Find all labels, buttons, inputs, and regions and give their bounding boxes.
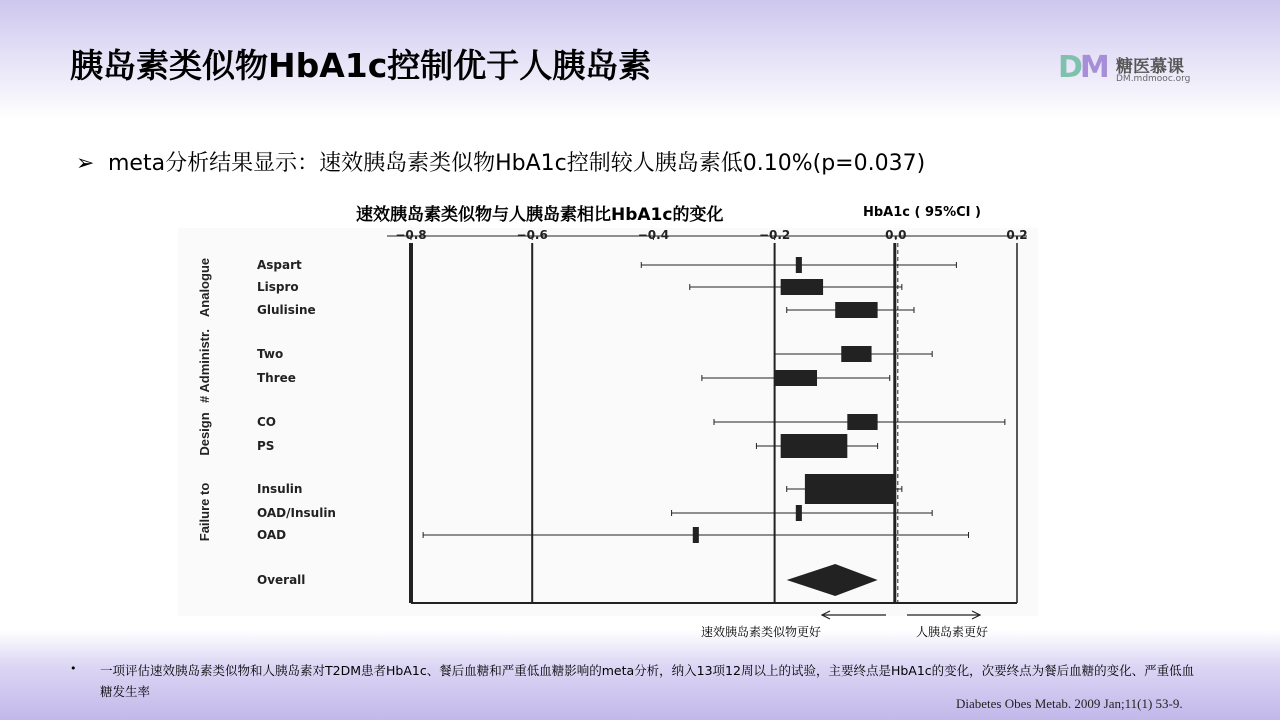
bullet-arrow-icon: ➢ — [76, 151, 95, 176]
row-label: Two — [257, 347, 284, 361]
group-label: # Administr. — [197, 329, 212, 403]
favours-left-label: 速效胰岛素类似物更好 — [700, 625, 822, 639]
row-label: PS — [257, 439, 275, 453]
chart-title: 速效胰岛素类似物与人胰岛素相比HbA1c的变化 — [356, 205, 724, 225]
summary-text: meta分析结果显示：速效胰岛素类似物HbA1c控制较人胰岛素低0.10%(p=0.037) — [108, 151, 926, 176]
row-label: Glulisine — [257, 303, 316, 317]
estimate-box — [781, 279, 823, 295]
group-label: Analogue — [197, 257, 212, 318]
overall-diamond — [787, 564, 878, 596]
estimate-box — [847, 414, 877, 430]
x-tick-label: −0.6 — [516, 228, 548, 242]
citation: Diabetes Obes Metab. 2009 Jan;11(1) 53-9. — [956, 696, 1183, 711]
estimate-box — [775, 370, 817, 386]
estimate-box — [781, 434, 848, 458]
group-label: Failure to — [197, 482, 212, 542]
group-label: Design — [197, 412, 212, 456]
row-label: Three — [257, 371, 296, 385]
footnote: 一项评估速效胰岛素类似物和人胰岛素对T2DM患者HbA1c、餐后血糖和严重低血糖影响的meta分析，纳入13项12周以上的试验，主要终点是HbA1c的变化，次要终点为餐后血糖的变化、严重低血糖发生率 — [100, 663, 1195, 699]
logo-name: 糖医慕课 — [1116, 57, 1184, 77]
row-label: Lispro — [257, 280, 299, 294]
estimate-box — [835, 302, 877, 318]
x-tick-label: −0.4 — [637, 228, 670, 242]
x-axis-label: HbA1c ( 95%CI ) — [863, 205, 981, 220]
slide-title: 胰岛素类似物HbA1c控制优于人胰岛素 — [70, 46, 652, 85]
row-label: Aspart — [257, 258, 302, 272]
estimate-box — [796, 505, 802, 521]
row-label: Insulin — [257, 482, 303, 496]
logo-url: DM.mdmooc.org — [1116, 74, 1191, 84]
estimate-box — [805, 474, 896, 504]
x-tick-label: 0.2 — [1006, 228, 1028, 242]
row-label: OAD — [257, 528, 287, 542]
footnote-bullet-icon: • — [70, 662, 77, 675]
row-label: OAD/Insulin — [257, 506, 336, 520]
x-tick-label: 0.0 — [885, 228, 907, 242]
estimate-box — [796, 257, 802, 273]
row-label: CO — [257, 415, 277, 429]
row-label: Overall — [257, 573, 306, 587]
logo-mark: DM — [1058, 50, 1107, 85]
estimate-box — [841, 346, 871, 362]
estimate-box — [693, 527, 699, 543]
x-tick-label: −0.8 — [395, 228, 427, 242]
favours-right-label: 人胰岛素更好 — [915, 625, 989, 639]
x-tick-label: −0.2 — [758, 228, 791, 242]
